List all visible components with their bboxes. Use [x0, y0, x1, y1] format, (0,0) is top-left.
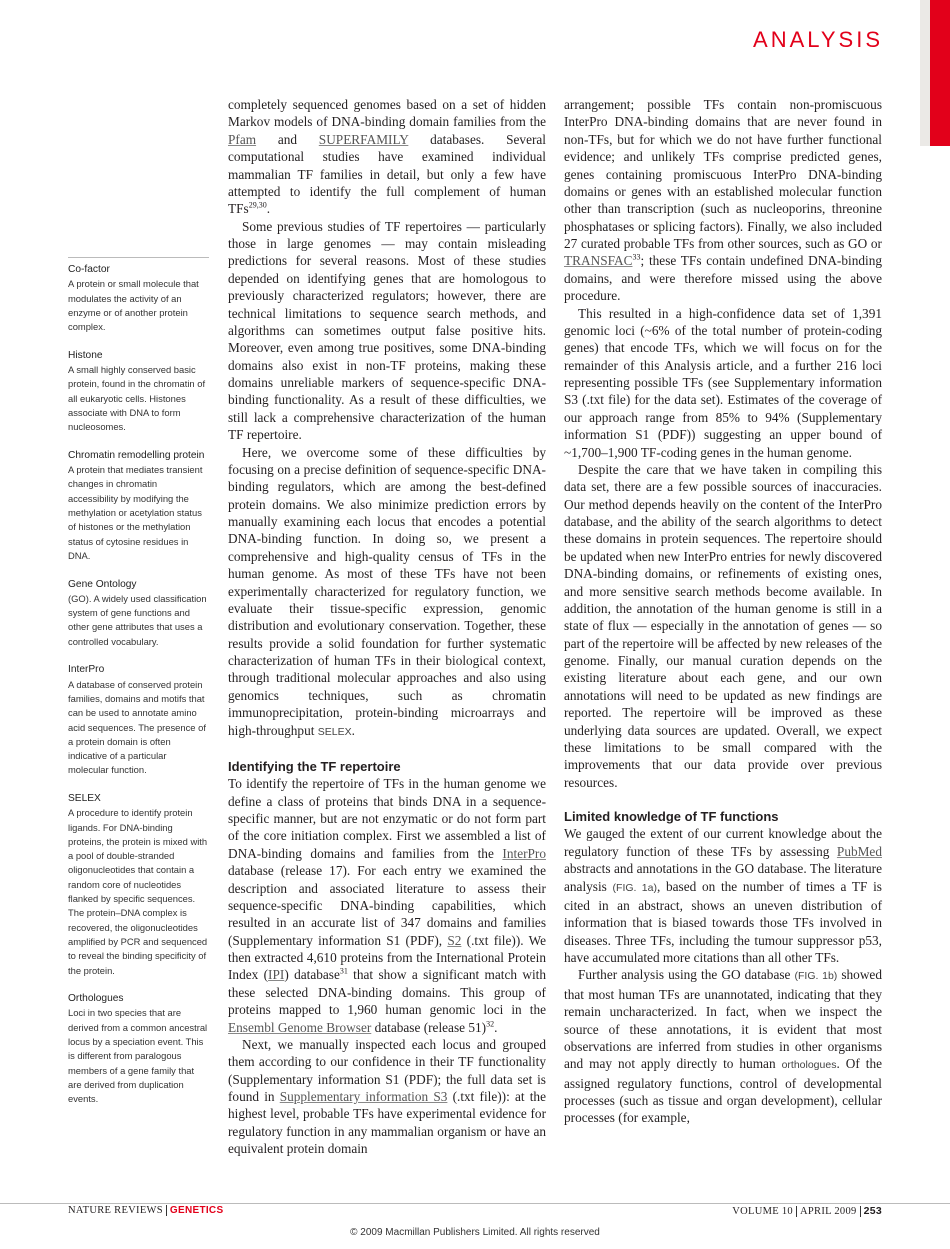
text-run: .	[494, 1019, 498, 1035]
text-run: We gauged the extent of our current knowledge about the regulatory function of these TFs by assessing	[564, 826, 882, 859]
section-tab-marker	[930, 0, 950, 146]
footer-journal	[68, 1205, 223, 1216]
hyperlink[interactable]: Supplementary information S3	[279, 1089, 448, 1104]
text-run: database (release 17). For each entry we examined the description and associated literature to assess their sequence-specific DNA-binding capabilities, which resulted in an accurate list of 347 domains and families (Supplementary information S1 (PDF),	[228, 863, 546, 948]
hyperlink[interactable]: S2	[447, 932, 462, 948]
glossary-entry	[68, 992, 209, 1106]
text-run: Despite the care that we have taken in compiling this data set, there are a few possible sources of inaccuracies. Our method depends heavily on the content of the InterPro database, and the ability of the search algorithms to detect these domains in protein sequences. The repertoire should be updated when new InterPro entries for newly discovered DNA-binding domains, or refinements of existing ones, and more sensitive search methods become available. In addition, the annotation of the human genome is still in a state of flux — especially in the annotation of genes — so part of the repertoire will be affected by new releases of the genome. Finally, our manual curation depends on the existing literature about each gene, and our own annotations will need to be updated as new findings are reported. The repertoire will be improved as these underlying data sources are updated. Overall, we expect these limitations to be small compared with the improvements that our data provide over previous resources.	[564, 461, 882, 790]
text-run: This resulted in a high-confidence data set of 1,391 genomic loci (~6% of the total number of protein-coding genes) that encode TFs, which we will focus on for the remainder of this Analysis article, and a further 216 loci representing possible TFs (see Supplementary information S3 (.txt file) for the data set). Estimates of the coverage of our approach range from 85% to 94% (Supplementary information S1 (PDF)) suggesting an upper bound of ~1,700–1,900 TF-coding genes in the human genome.	[564, 305, 882, 460]
page-number: 253	[863, 1205, 882, 1217]
section-heading: Limited knowledge of TF functions	[564, 809, 779, 824]
journal-name: GENETICS	[169, 1205, 224, 1216]
section-label: ANALYSIS	[753, 27, 883, 52]
text-run: , based on the number of times a TF is cited in an abstract, shows an uneven distribution of information that is biased towards those TFs involved in diseases. Three TFs, including the tumour suppressor p53, have accumulated more citations than all other TFs.	[564, 878, 882, 965]
citation-superscript: 32	[486, 1019, 495, 1029]
cross-reference: (FIG. 1b)	[794, 970, 838, 983]
citation-superscript: 31	[339, 966, 348, 976]
glossary-sidebar	[68, 257, 209, 1121]
text-run: ) database	[284, 967, 340, 983]
glossary-term: Orthologues	[68, 993, 124, 1005]
paragraph	[564, 825, 882, 966]
glossary-entry	[68, 263, 209, 334]
hyperlink[interactable]: InterPro	[502, 845, 546, 861]
glossary-definition: A small highly conserved basic protein, found in the chromatin of all eukaryotic cells. Histones associate with DNA to form nucleosomes.	[68, 364, 206, 433]
text-run: To identify the repertoire of TFs in the human genome we define a class of proteins that binds DNA in a sequence-specific manner, but are not enzymatic or do not form part of the core initiation complex. First we assembled a list of DNA-binding domains and families from the	[228, 776, 546, 861]
glossary-term: Gene Ontology	[68, 578, 137, 590]
text-run: . Of the assigned regulatory functions, control of developmental processes (such as tissue and organ development), cellular processes (for example,	[564, 1056, 882, 1126]
text-run: showed that most human TFs are unannotated, indicating that they remain uncharacterized. In fact, when we inspect the source of these annotations, it is evident that most observations are inferred from studies in other organisms and may not apply directly to human	[564, 967, 882, 1072]
divider	[166, 1205, 167, 1216]
text-run: completely sequenced genomes based on a set of hidden Markov models of DNA-binding domain families from the	[228, 97, 546, 130]
text-column-1	[228, 96, 546, 1158]
text-run: .	[351, 722, 355, 738]
glossary-definition: A protein or small molecule that modulates the activity of an enzyme or of another protein complex.	[68, 278, 199, 333]
glossary-definition: A protein that mediates transient changes in chromatin accessibility by modifying the methylation or acetylation status of histones or the methylation status of cytosine residues in DNA.	[68, 464, 203, 561]
glossary-definition: A database of conserved protein families, domains and motifs that can be used to annotate amino acid sequences. The presence of a protein domain is often indicative of a particular molecular function.	[68, 678, 206, 776]
text-run: Next, we manually inspected each locus and grouped them according to our confidence in their TF functionality (Supplementary information S1 (PDF); the full data set is found in	[228, 1036, 546, 1104]
glossary-term: Co-factor	[68, 264, 110, 275]
hyperlink[interactable]: Pfam	[228, 131, 257, 147]
paragraph	[228, 218, 546, 444]
glossary-entry	[68, 578, 209, 649]
paragraph	[564, 305, 882, 461]
paragraph	[228, 444, 546, 741]
glossary-definition: (GO). A widely used classification system of gene functions and other gene attributes that uses a controlled vocabulary.	[68, 592, 207, 647]
text-run: (.txt file)). We then extracted 4,610 proteins from the International Protein Index (	[228, 932, 546, 983]
section-heading: Identifying the TF repertoire	[228, 758, 401, 774]
text-column-2	[564, 96, 882, 1127]
text-run: Here, we overcome some of these difficulties by focusing on a precise definition of sequence-specific DNA-binding regulators, which are among the best-defined protein domains. We also minimize prediction errors by manually examining each locus that encodes a potential DNA-binding function. In doing so, we present a comprehensive and high-quality census of TFs in the human genome. As most of these TFs have not been experimentally characterized for regulatory function, we evaluate their tissue-specific expression, genomic distribution and evolutionary conservation. Together, these results provide a solid foundation for further systematic characterization of human TFs in their biological context, through traditional molecular approaches and also using genomics techniques, such as chromatin immunoprecipitation, protein-binding microarrays and high-throughput	[228, 444, 546, 738]
paragraph	[228, 775, 546, 1036]
citation-superscript: 29,30	[248, 200, 267, 210]
text-run: (.txt file)): at the highest level, probable TFs have experimental evidence for regulatory function in any mammalian organism or have an equivalent protein domain	[228, 1089, 546, 1157]
text-run: arrangement; possible TFs contain non-promiscuous InterPro DNA-binding domains that are never found in non-TFs, but for which we do not have further functional evidence; and unlikely TFs comprise predicted genes, genes containing promiscuous InterPro DNA-binding domains or genes with an established molecular function other than transcription (such as nucleoporins, threonine phosphatases or splicing factors). Finally, we also included 27 curated probable TFs from other sources, such as GO or	[564, 97, 882, 251]
hyperlink[interactable]: PubMed	[836, 843, 882, 859]
copyright-notice: © 2009 Macmillan Publishers Limited. All rights reserved	[350, 1227, 600, 1238]
journal-prefix: NATURE REVIEWS	[68, 1205, 163, 1216]
glossary-term: Chromatin remodelling protein	[68, 449, 205, 461]
paragraph	[228, 1036, 546, 1158]
text-run: that show a significant match with these selected DNA-binding domains. This group of proteins mapped to 1,960 human genomic loci in the	[228, 967, 546, 1018]
glossary-entry	[68, 449, 209, 563]
paragraph	[564, 96, 882, 305]
text-run: and	[256, 131, 319, 147]
glossary-definition: Loci in two species that are derived from a common ancestral locus by a speciation event. This is different from paralogous members of a gene family that are derived from duplication events.	[68, 1007, 208, 1105]
glossary-entry	[68, 349, 209, 435]
glossary-term: Histone	[68, 349, 103, 361]
paragraph	[564, 966, 882, 1126]
hyperlink[interactable]: SUPERFAMILY	[318, 131, 409, 147]
text-run: .	[266, 201, 271, 217]
citation-superscript: 33	[632, 252, 641, 262]
paragraph	[564, 461, 882, 791]
cross-reference: (FIG. 1a)	[612, 881, 657, 894]
footer-divider	[0, 1203, 950, 1204]
paragraph	[228, 96, 546, 218]
hyperlink[interactable]: TRANSFAC	[564, 253, 633, 269]
text-run: ; these TFs contain undefined DNA-binding domains, and were therefore missed using the above procedure.	[564, 253, 882, 304]
volume: VOLUME 10	[732, 1206, 793, 1217]
divider	[796, 1206, 797, 1217]
cross-reference: SELEX	[317, 725, 352, 738]
footer-issue	[732, 1205, 882, 1217]
divider	[860, 1206, 861, 1217]
hyperlink[interactable]: IPI	[268, 967, 285, 983]
text-run: database (release 51)	[371, 1019, 487, 1035]
glossary-entry	[68, 792, 209, 978]
text-run: abstracts and annotations in the GO database. The literature analysis	[564, 861, 882, 894]
issue-date: APRIL 2009	[800, 1206, 857, 1217]
glossary-term: InterPro	[68, 664, 105, 676]
page-edge-strip	[920, 0, 930, 146]
glossary-entry	[68, 663, 209, 777]
glossary-definition: A procedure to identify protein ligands. For DNA-binding proteins, the protein is mixed with a pool of double-stranded oligonucleotides that contain a random core of nucleotides flanked by specific sequences. The protein–DNA complex is recovered, the oligonucleotides amplified by PCR and sequenced to reveal the binding specificity of the protein.	[68, 807, 208, 976]
text-run: Further analysis using the GO database	[578, 967, 795, 983]
text-run: Some previous studies of TF repertoires — particularly those in large genomes — may contain misleading predictions for several reasons. Most of these studies depended on identifying genes that are homologous to previously characterized regulators; however, there are technical limitations to sequence search methods, and algorithms can sometimes output false positive hits. Moreover, even among true positives, some DNA-binding domains also exist in non-TF proteins, making these domains unreliable markers of sequence-specific DNA-binding functionality. As a result of these difficulties, we still lack a comprehensive characterization of the human TF repertoire.	[228, 218, 546, 443]
hyperlink[interactable]: Ensembl Genome Browser	[228, 1019, 372, 1035]
glossary-term: SELEX	[68, 792, 101, 804]
cross-reference: orthologues	[781, 1059, 837, 1072]
text-run: databases. Several computational studies have examined individual mammalian TF families in detail, but only a few have attempted to identify the full complement of human TFs	[228, 131, 546, 217]
